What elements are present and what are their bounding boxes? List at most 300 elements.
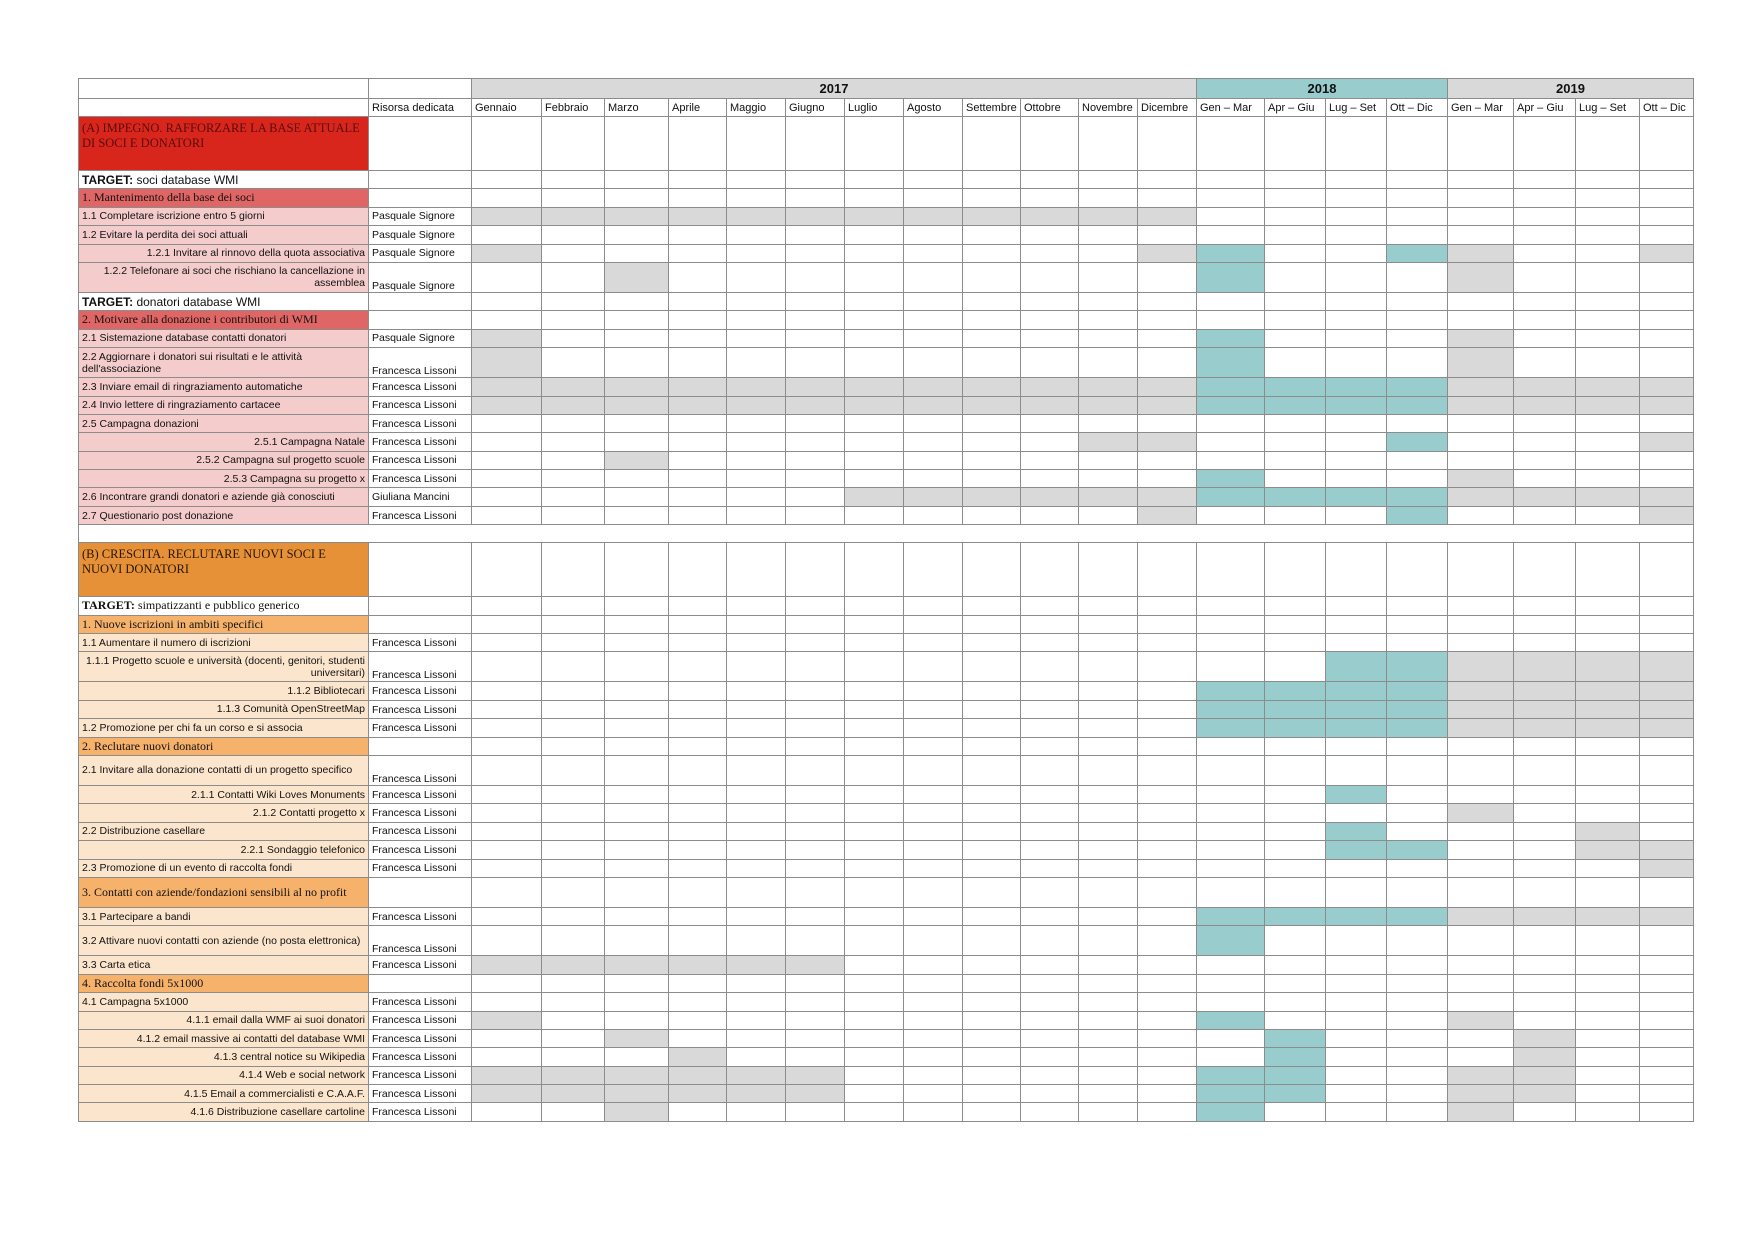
timeline-cell bbox=[904, 451, 963, 469]
timeline-cell bbox=[786, 1048, 845, 1066]
task-resource: Pasquale Signore bbox=[369, 262, 472, 292]
task-resource: Francesca Lissoni bbox=[369, 1066, 472, 1084]
empty-cell bbox=[904, 543, 963, 597]
timeline-cell bbox=[904, 1085, 963, 1103]
empty-cell bbox=[1576, 737, 1640, 755]
scheduled-cell-teal bbox=[1387, 378, 1448, 396]
task-label: 1.1.2 Bibliotecari bbox=[79, 682, 369, 700]
timeline-cell bbox=[605, 804, 669, 822]
timeline-cell bbox=[727, 1029, 786, 1047]
timeline-cell bbox=[1326, 804, 1387, 822]
empty-cell bbox=[605, 737, 669, 755]
timeline-cell bbox=[963, 226, 1021, 244]
timeline-cell bbox=[1021, 1066, 1079, 1084]
task-label: 2.1 Sistemazione database contatti donatori bbox=[79, 329, 369, 347]
timeline-cell bbox=[1079, 348, 1138, 378]
timeline-cell bbox=[904, 804, 963, 822]
subsection-title: 2. Reclutare nuovi donatori bbox=[79, 737, 369, 755]
timeline-cell bbox=[1021, 785, 1079, 803]
timeline-cell bbox=[904, 329, 963, 347]
timeline-cell bbox=[845, 244, 904, 262]
empty-cell bbox=[904, 597, 963, 615]
scheduled-cell-grey bbox=[1448, 348, 1514, 378]
empty-cell bbox=[1640, 311, 1694, 329]
empty-cell bbox=[1514, 292, 1576, 310]
timeline-cell bbox=[1197, 859, 1265, 877]
scheduled-cell-grey bbox=[472, 1066, 542, 1084]
task-row bbox=[79, 841, 1694, 859]
empty-cell bbox=[669, 311, 727, 329]
task-resource: Francesca Lissoni bbox=[369, 719, 472, 737]
timeline-cell bbox=[1326, 433, 1387, 451]
period-header: Lug – Set bbox=[1326, 99, 1387, 117]
period-header: Apr – Giu bbox=[1514, 99, 1576, 117]
task-resource: Francesca Lissoni bbox=[369, 470, 472, 488]
timeline-cell bbox=[669, 1103, 727, 1121]
empty-cell bbox=[786, 737, 845, 755]
subsection-title: 4. Raccolta fondi 5x1000 bbox=[79, 974, 369, 992]
timeline-cell bbox=[542, 907, 605, 925]
scheduled-cell-grey bbox=[605, 396, 669, 414]
timeline-cell bbox=[1138, 682, 1197, 700]
timeline-cell bbox=[727, 506, 786, 524]
timeline-cell bbox=[845, 700, 904, 718]
timeline-cell bbox=[904, 719, 963, 737]
scheduled-cell-grey bbox=[542, 207, 605, 225]
scheduled-cell-teal bbox=[1387, 488, 1448, 506]
timeline-cell bbox=[1138, 1085, 1197, 1103]
timeline-cell bbox=[605, 244, 669, 262]
timeline-cell bbox=[1387, 1103, 1448, 1121]
task-label: 4.1 Campagna 5x1000 bbox=[79, 993, 369, 1011]
empty-cell bbox=[1326, 117, 1387, 171]
empty-cell bbox=[542, 117, 605, 171]
empty-cell bbox=[845, 292, 904, 310]
timeline-cell bbox=[1514, 1103, 1576, 1121]
scheduled-cell-teal bbox=[1197, 488, 1265, 506]
timeline-cell bbox=[1576, 414, 1640, 432]
timeline-cell bbox=[1326, 634, 1387, 652]
scheduled-cell-grey bbox=[1021, 207, 1079, 225]
timeline-cell bbox=[605, 506, 669, 524]
scheduled-cell-grey bbox=[669, 1085, 727, 1103]
empty-cell bbox=[1197, 737, 1265, 755]
scheduled-cell-grey bbox=[1138, 244, 1197, 262]
timeline-cell bbox=[904, 956, 963, 974]
timeline-cell bbox=[1138, 907, 1197, 925]
empty-cell bbox=[1640, 117, 1694, 171]
timeline-cell bbox=[1265, 348, 1326, 378]
timeline-cell bbox=[786, 262, 845, 292]
timeline-cell bbox=[1514, 348, 1576, 378]
timeline-cell bbox=[963, 859, 1021, 877]
timeline-cell bbox=[669, 1029, 727, 1047]
scheduled-cell-grey bbox=[1576, 907, 1640, 925]
empty-cell bbox=[1448, 974, 1514, 992]
empty-cell bbox=[669, 189, 727, 207]
scheduled-cell-grey bbox=[1079, 396, 1138, 414]
scheduled-cell-grey bbox=[1514, 1066, 1576, 1084]
task-label: 4.1.4 Web e social network bbox=[79, 1066, 369, 1084]
timeline-cell bbox=[904, 785, 963, 803]
timeline-cell bbox=[1387, 993, 1448, 1011]
scheduled-cell-grey bbox=[1576, 396, 1640, 414]
scheduled-cell-grey bbox=[727, 1066, 786, 1084]
scheduled-cell-teal bbox=[1326, 785, 1387, 803]
empty-cell bbox=[1138, 974, 1197, 992]
timeline-cell bbox=[786, 804, 845, 822]
timeline-cell bbox=[786, 348, 845, 378]
empty-cell bbox=[1387, 292, 1448, 310]
timeline-cell bbox=[963, 329, 1021, 347]
timeline-cell bbox=[1265, 956, 1326, 974]
task-row bbox=[79, 804, 1694, 822]
blank-cell bbox=[369, 525, 472, 543]
timeline-cell bbox=[605, 652, 669, 682]
timeline-cell bbox=[727, 682, 786, 700]
timeline-cell bbox=[727, 329, 786, 347]
timeline-cell bbox=[1138, 329, 1197, 347]
timeline-cell bbox=[1448, 841, 1514, 859]
timeline-cell bbox=[472, 470, 542, 488]
scheduled-cell-grey bbox=[1576, 719, 1640, 737]
timeline-cell bbox=[963, 634, 1021, 652]
timeline-cell bbox=[786, 652, 845, 682]
timeline-cell bbox=[1021, 926, 1079, 956]
empty-cell bbox=[727, 292, 786, 310]
scheduled-cell-grey bbox=[542, 396, 605, 414]
timeline-cell bbox=[1079, 262, 1138, 292]
scheduled-cell-teal bbox=[1265, 378, 1326, 396]
empty-cell bbox=[542, 974, 605, 992]
empty-cell bbox=[1514, 737, 1576, 755]
timeline-cell bbox=[605, 993, 669, 1011]
empty-cell bbox=[1265, 292, 1326, 310]
timeline-cell bbox=[1448, 956, 1514, 974]
empty-cell bbox=[542, 543, 605, 597]
scheduled-cell-grey bbox=[1640, 682, 1694, 700]
empty-cell bbox=[472, 597, 542, 615]
empty-cell bbox=[963, 597, 1021, 615]
empty-cell bbox=[904, 974, 963, 992]
empty-cell bbox=[1265, 189, 1326, 207]
empty-cell bbox=[1640, 597, 1694, 615]
empty-cell bbox=[1079, 189, 1138, 207]
empty-cell bbox=[1197, 597, 1265, 615]
timeline-cell bbox=[1576, 1085, 1640, 1103]
task-label: 2.5.3 Campagna su progetto x bbox=[79, 470, 369, 488]
scheduled-cell-grey bbox=[1021, 488, 1079, 506]
blank-cell bbox=[669, 525, 727, 543]
task-row bbox=[79, 926, 1694, 956]
scheduled-cell-grey bbox=[605, 1085, 669, 1103]
timeline-cell bbox=[1138, 1048, 1197, 1066]
empty-cell bbox=[1265, 597, 1326, 615]
timeline-cell bbox=[1021, 1048, 1079, 1066]
timeline-cell bbox=[1138, 822, 1197, 840]
timeline-cell bbox=[786, 682, 845, 700]
scheduled-cell-grey bbox=[472, 378, 542, 396]
timeline-cell bbox=[1514, 926, 1576, 956]
timeline-cell bbox=[904, 1066, 963, 1084]
timeline-cell bbox=[1640, 348, 1694, 378]
scheduled-cell-teal bbox=[1326, 719, 1387, 737]
resource-header: Risorsa dedicata bbox=[369, 99, 472, 117]
timeline-cell bbox=[1514, 785, 1576, 803]
scheduled-cell-grey bbox=[1514, 719, 1576, 737]
timeline-cell bbox=[1265, 1011, 1326, 1029]
scheduled-cell-grey bbox=[1514, 1029, 1576, 1047]
timeline-cell bbox=[1326, 926, 1387, 956]
timeline-cell bbox=[904, 926, 963, 956]
resource-header-blank bbox=[369, 79, 472, 99]
timeline-cell bbox=[904, 1029, 963, 1047]
task-label: 2.1.2 Contatti progetto x bbox=[79, 804, 369, 822]
empty-cell bbox=[1448, 615, 1514, 633]
scheduled-cell-grey bbox=[1640, 488, 1694, 506]
timeline-cell bbox=[542, 634, 605, 652]
empty-cell bbox=[963, 292, 1021, 310]
scheduled-cell-grey bbox=[1514, 907, 1576, 925]
task-row bbox=[79, 396, 1694, 414]
blank-cell bbox=[1387, 525, 1448, 543]
empty-cell bbox=[1576, 877, 1640, 907]
timeline-cell bbox=[605, 859, 669, 877]
timeline-cell bbox=[1138, 451, 1197, 469]
timeline-cell bbox=[1197, 1048, 1265, 1066]
task-row bbox=[79, 1066, 1694, 1084]
task-row bbox=[79, 262, 1694, 292]
scheduled-cell-grey bbox=[472, 1085, 542, 1103]
corner-cell-2 bbox=[79, 99, 369, 117]
empty-cell bbox=[1514, 117, 1576, 171]
timeline-cell bbox=[1079, 956, 1138, 974]
scheduled-cell-teal bbox=[1326, 841, 1387, 859]
timeline-cell bbox=[904, 652, 963, 682]
timeline-cell bbox=[669, 488, 727, 506]
empty-cell bbox=[1021, 117, 1079, 171]
timeline-cell bbox=[963, 348, 1021, 378]
scheduled-cell-grey bbox=[472, 244, 542, 262]
timeline-cell bbox=[727, 652, 786, 682]
scheduled-cell-grey bbox=[1640, 506, 1694, 524]
empty-cell bbox=[669, 292, 727, 310]
empty-cell bbox=[963, 877, 1021, 907]
timeline-cell bbox=[727, 822, 786, 840]
empty-cell bbox=[1138, 311, 1197, 329]
timeline-cell bbox=[1197, 822, 1265, 840]
target-text: soci database WMI bbox=[133, 172, 239, 187]
empty-cell bbox=[472, 117, 542, 171]
timeline-cell bbox=[845, 956, 904, 974]
empty-cell bbox=[1514, 189, 1576, 207]
scheduled-cell-grey bbox=[605, 1029, 669, 1047]
timeline-cell bbox=[1021, 329, 1079, 347]
timeline-cell bbox=[786, 841, 845, 859]
period-header: Giugno bbox=[786, 99, 845, 117]
timeline-cell bbox=[1265, 433, 1326, 451]
task-resource: Francesca Lissoni bbox=[369, 1085, 472, 1103]
task-label: 4.1.5 Email a commercialisti e C.A.A.F. bbox=[79, 1085, 369, 1103]
timeline-cell bbox=[1640, 1048, 1694, 1066]
timeline-cell bbox=[963, 993, 1021, 1011]
sub-row bbox=[79, 615, 1694, 633]
task-label: 2.5 Campagna donazioni bbox=[79, 414, 369, 432]
empty-cell bbox=[1514, 877, 1576, 907]
timeline-cell bbox=[904, 433, 963, 451]
timeline-cell bbox=[669, 719, 727, 737]
timeline-cell bbox=[1021, 993, 1079, 1011]
task-row bbox=[79, 755, 1694, 785]
timeline-cell bbox=[1640, 207, 1694, 225]
period-header: Lug – Set bbox=[1576, 99, 1640, 117]
timeline-cell bbox=[472, 841, 542, 859]
empty-cell bbox=[1326, 189, 1387, 207]
scheduled-cell-teal bbox=[1197, 700, 1265, 718]
scheduled-cell-grey bbox=[727, 396, 786, 414]
timeline-cell bbox=[1387, 1048, 1448, 1066]
empty-cell bbox=[605, 171, 669, 189]
timeline-cell bbox=[1576, 1048, 1640, 1066]
task-resource: Francesca Lissoni bbox=[369, 859, 472, 877]
scheduled-cell-grey bbox=[472, 956, 542, 974]
timeline-cell bbox=[1197, 956, 1265, 974]
blank-cell bbox=[963, 525, 1021, 543]
target-prefix: TARGET: bbox=[82, 294, 134, 309]
timeline-cell bbox=[1387, 262, 1448, 292]
empty-cell bbox=[1079, 292, 1138, 310]
task-resource: Pasquale Signore bbox=[369, 207, 472, 225]
scheduled-cell-grey bbox=[727, 956, 786, 974]
timeline-cell bbox=[845, 1066, 904, 1084]
empty-cell bbox=[904, 877, 963, 907]
scheduled-cell-teal bbox=[1387, 700, 1448, 718]
timeline-cell bbox=[1021, 433, 1079, 451]
scheduled-cell-grey bbox=[472, 396, 542, 414]
timeline-cell bbox=[1514, 244, 1576, 262]
timeline-cell bbox=[1138, 993, 1197, 1011]
scheduled-cell-grey bbox=[1448, 396, 1514, 414]
scheduled-cell-teal bbox=[1387, 682, 1448, 700]
timeline-cell bbox=[1079, 226, 1138, 244]
timeline-cell bbox=[1387, 1029, 1448, 1047]
timeline-cell bbox=[786, 470, 845, 488]
task-row bbox=[79, 859, 1694, 877]
timeline-cell bbox=[1079, 822, 1138, 840]
timeline-cell bbox=[542, 506, 605, 524]
scheduled-cell-grey bbox=[669, 378, 727, 396]
empty-cell bbox=[1448, 171, 1514, 189]
blank-cell bbox=[1197, 525, 1265, 543]
task-row bbox=[79, 244, 1694, 262]
scheduled-cell-grey bbox=[1448, 700, 1514, 718]
empty-cell bbox=[669, 117, 727, 171]
timeline-cell bbox=[1640, 804, 1694, 822]
timeline-cell bbox=[1079, 804, 1138, 822]
timeline-cell bbox=[1021, 348, 1079, 378]
timeline-cell bbox=[1576, 207, 1640, 225]
scheduled-cell-grey bbox=[1448, 1103, 1514, 1121]
empty-cell bbox=[472, 292, 542, 310]
timeline-cell bbox=[1197, 451, 1265, 469]
timeline-cell bbox=[1265, 634, 1326, 652]
empty-cell bbox=[472, 877, 542, 907]
task-resource: Francesca Lissoni bbox=[369, 378, 472, 396]
scheduled-cell-grey bbox=[1448, 652, 1514, 682]
empty-cell bbox=[1448, 543, 1514, 597]
scheduled-cell-grey bbox=[1021, 378, 1079, 396]
timeline-cell bbox=[727, 262, 786, 292]
scheduled-cell-grey bbox=[1514, 488, 1576, 506]
task-row bbox=[79, 348, 1694, 378]
scheduled-cell-grey bbox=[786, 396, 845, 414]
scheduled-cell-teal bbox=[1197, 1011, 1265, 1029]
timeline-cell bbox=[1021, 244, 1079, 262]
timeline-cell bbox=[1079, 859, 1138, 877]
timeline-cell bbox=[542, 804, 605, 822]
empty-cell bbox=[727, 877, 786, 907]
empty-cell bbox=[1640, 543, 1694, 597]
timeline-cell bbox=[1265, 1103, 1326, 1121]
timeline-cell bbox=[1021, 1011, 1079, 1029]
header-years-row bbox=[79, 79, 1694, 99]
timeline-cell bbox=[1514, 841, 1576, 859]
empty-cell bbox=[542, 189, 605, 207]
timeline-cell bbox=[904, 859, 963, 877]
timeline-cell bbox=[727, 841, 786, 859]
scheduled-cell-grey bbox=[963, 378, 1021, 396]
timeline-cell bbox=[1079, 785, 1138, 803]
empty-cell bbox=[1576, 311, 1640, 329]
timeline-cell bbox=[1326, 244, 1387, 262]
empty-cell bbox=[786, 311, 845, 329]
timeline-cell bbox=[1265, 859, 1326, 877]
timeline-cell bbox=[845, 682, 904, 700]
timeline-cell bbox=[1265, 451, 1326, 469]
timeline-cell bbox=[1326, 226, 1387, 244]
timeline-cell bbox=[1514, 451, 1576, 469]
scheduled-cell-grey bbox=[1640, 719, 1694, 737]
timeline-cell bbox=[904, 822, 963, 840]
empty-cell bbox=[786, 974, 845, 992]
empty-cell bbox=[963, 974, 1021, 992]
empty-cell bbox=[1387, 974, 1448, 992]
empty-cell bbox=[727, 974, 786, 992]
timeline-cell bbox=[1265, 804, 1326, 822]
empty-cell bbox=[1265, 877, 1326, 907]
timeline-cell bbox=[786, 414, 845, 432]
scheduled-cell-teal bbox=[1197, 396, 1265, 414]
scheduled-cell-grey bbox=[786, 956, 845, 974]
scheduled-cell-teal bbox=[1265, 700, 1326, 718]
period-header: Marzo bbox=[605, 99, 669, 117]
timeline-cell bbox=[472, 652, 542, 682]
timeline-cell bbox=[669, 822, 727, 840]
section-title: (B) CRESCITA. RECLUTARE NUOVI SOCI E NUOVI DONATORI bbox=[79, 543, 369, 597]
empty-cell bbox=[1514, 311, 1576, 329]
subsection-title: 2. Motivare alla donazione i contributori di WMI bbox=[79, 311, 369, 329]
timeline-cell bbox=[845, 414, 904, 432]
scheduled-cell-grey bbox=[1640, 700, 1694, 718]
scheduled-cell-grey bbox=[1576, 652, 1640, 682]
scheduled-cell-grey bbox=[669, 207, 727, 225]
timeline-cell bbox=[845, 262, 904, 292]
timeline-cell bbox=[472, 804, 542, 822]
timeline-cell bbox=[963, 470, 1021, 488]
task-label: 2.7 Questionario post donazione bbox=[79, 506, 369, 524]
timeline-cell bbox=[1138, 348, 1197, 378]
scheduled-cell-grey bbox=[669, 1048, 727, 1066]
